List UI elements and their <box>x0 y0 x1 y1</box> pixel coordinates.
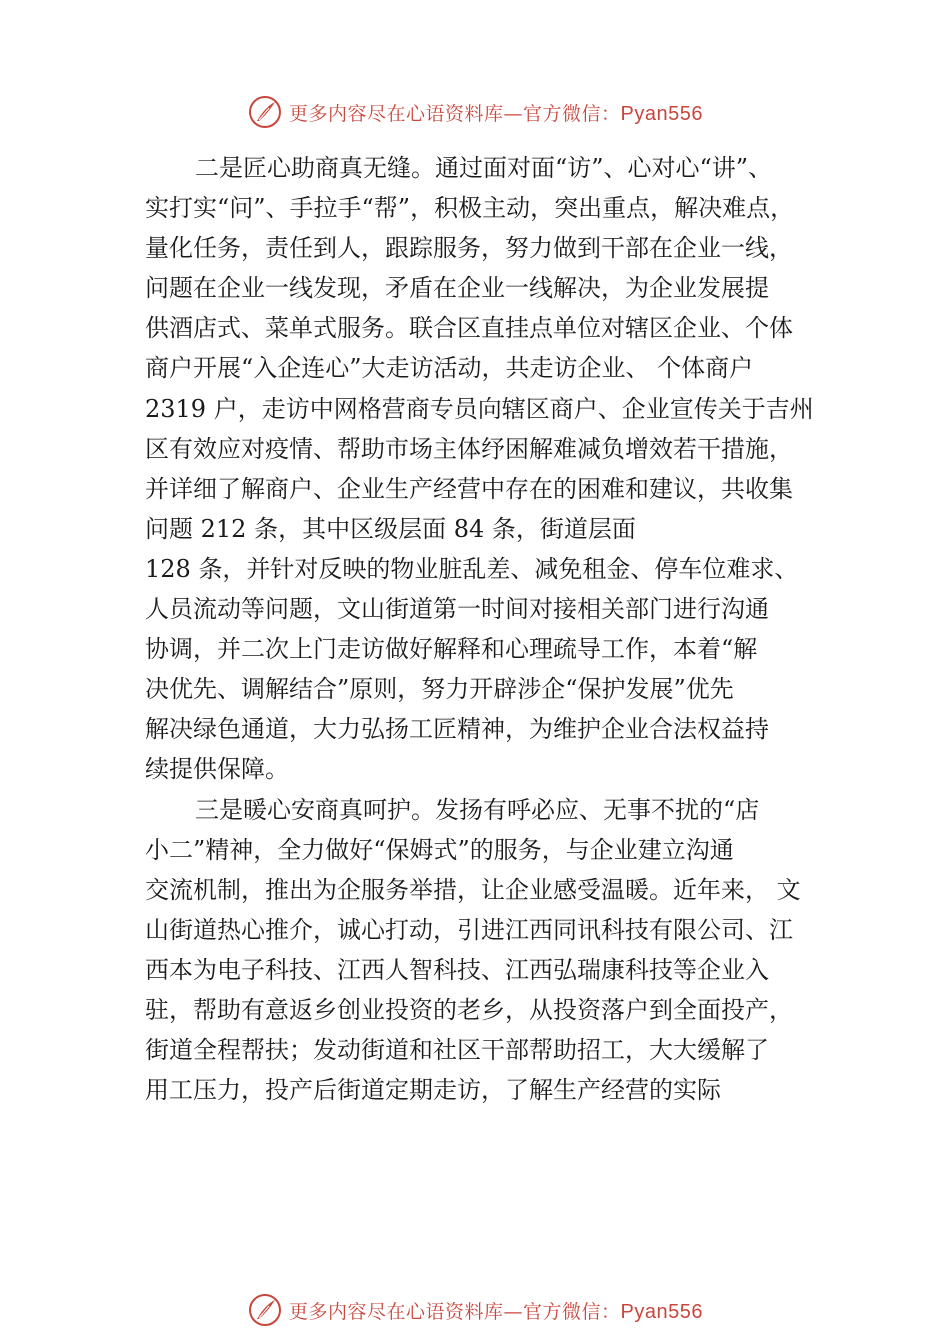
paragraph-line: 128 条，并针对反映的物业脏乱差、减免租金、停车位难求、 <box>145 554 799 583</box>
paragraph-line: 山街道热心推介，诚心打动，引进江西同讯科技有限公司、江 <box>145 915 793 944</box>
watermark-header <box>0 92 950 132</box>
paragraph-line: 街道全程帮扶；发动街道和社区干部帮助招工，大大缓解了 <box>145 1036 769 1065</box>
paragraph-line: 用工压力，投产后街道定期走访，了解生产经营的实际 <box>145 1076 721 1105</box>
paragraph-line: 供酒店式、菜单式服务。联合区直挂点单位对辖区企业、个体 <box>145 314 793 343</box>
paragraph-line: 问题在企业一线发现，矛盾在企业一线解决，为企业发展提 <box>145 274 769 303</box>
paragraph-line: 驻，帮助有意返乡创业投资的老乡，从投资落户到全面投产， <box>145 995 793 1024</box>
paragraph-line: 问题 212 条，其中区级层面 84 条，街道层面 <box>145 514 636 543</box>
paragraph-line: 区有效应对疫情、帮助市场主体纾困解难减负增效若干措施， <box>145 434 793 463</box>
paragraph-line: 决优先、调解结合”原则，努力开辟涉企“保护发展”优先 <box>145 675 734 704</box>
watermark-text: 更多内容尽在心语资料库—官方微信：Pyan556 <box>289 1300 703 1323</box>
paragraph-line: 2319 户，走访中网格营商专员向辖区商户、企业宣传关于吉州 <box>145 394 814 423</box>
paragraph-line: 三是暖心安商真呵护。发扬有呼必应、无事不扰的“店 <box>195 795 760 824</box>
paragraph-line: 小二”精神，全力做好“保姆式”的服务，与企业建立沟通 <box>145 835 734 864</box>
paragraph-line: 实打实“问”、手拉手“帮”，积极主动，突出重点，解决难点， <box>145 194 795 223</box>
paragraph-line: 解决绿色通道，大力弘扬工匠精神，为维护企业合法权益持 <box>145 715 769 744</box>
paragraph-line: 人员流动等问题，文山街道第一时间对接相关部门进行沟通 <box>145 595 769 624</box>
feather-pen-icon <box>247 1292 283 1328</box>
watermark-footer <box>0 1290 950 1330</box>
watermark-text: 更多内容尽在心语资料库—官方微信：Pyan556 <box>289 102 703 125</box>
feather-pen-icon <box>247 94 283 130</box>
paragraph-line: 交流机制，推出为企服务举措，让企业感受温暖。近年来， 文 <box>145 875 801 904</box>
paragraph-line: 商户开展“入企连心”大走访活动，共走访企业、 个体商户 <box>145 354 754 383</box>
wechat-id: Pyan556 <box>620 102 703 125</box>
paragraph-line: 并详细了解商户、企业生产经营中存在的困难和建议，共收集 <box>145 474 793 503</box>
paragraph-line: 西本为电子科技、江西人智科技、江西弘瑞康科技等企业入 <box>145 955 769 984</box>
paragraph-line: 二是匠心助商真无缝。通过面对面“访”、心对心“讲”、 <box>195 154 773 182</box>
paragraph-line: 量化任务，责任到人，跟踪服务，努力做到干部在企业一线， <box>145 234 793 263</box>
document-body <box>145 148 814 1110</box>
paragraph-line: 续提供保障。 <box>145 755 289 784</box>
paragraph-line: 协调，并二次上门走访做好解释和心理疏导工作，本着“解 <box>145 635 758 664</box>
wechat-id: Pyan556 <box>620 1300 703 1323</box>
